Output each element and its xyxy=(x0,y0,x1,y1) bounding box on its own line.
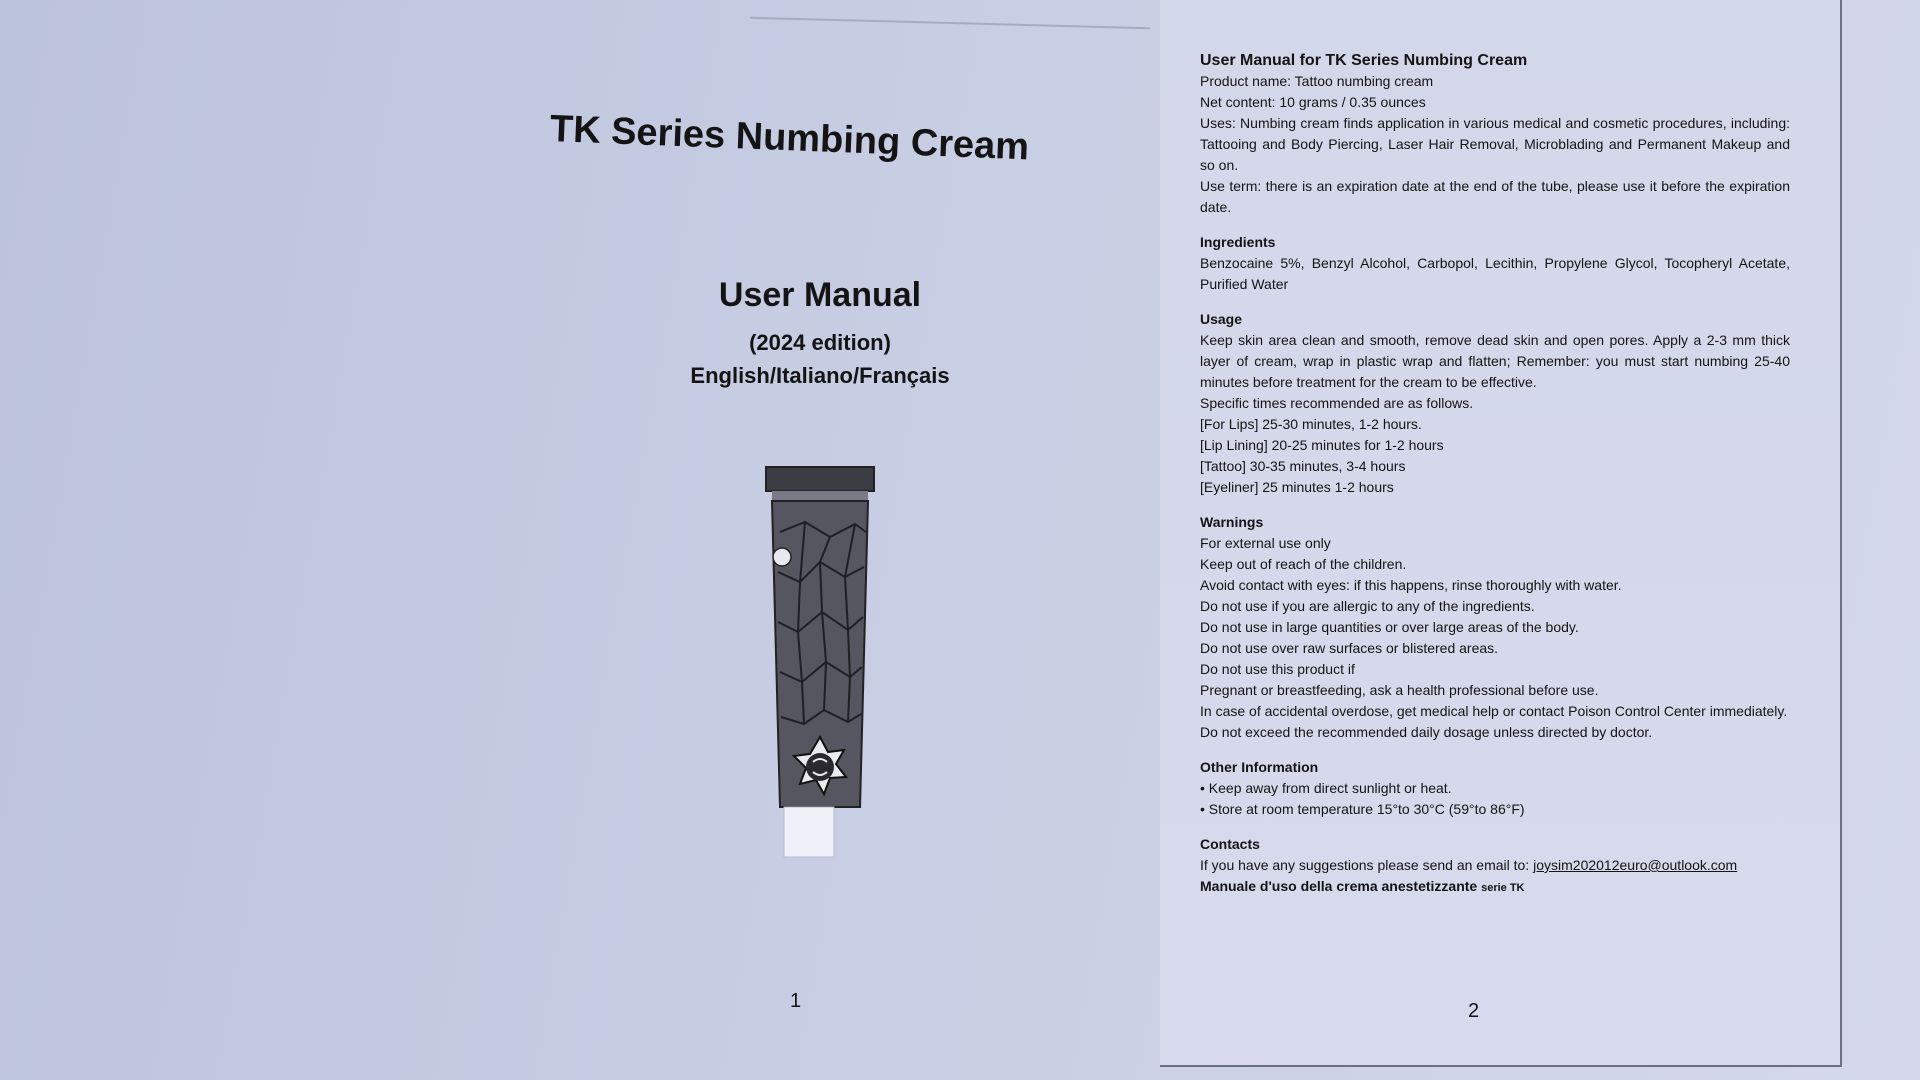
usage-text: Keep skin area clean and smooth, remove dead skin and open pores. Apply a 2-3 mm thick layer of cream, wrap in plastic wrap and flatten; Remember: you must start numbing 25-40 minutes before treatment for the cream to be effective. xyxy=(1200,332,1790,390)
right-page xyxy=(1160,0,1842,1067)
other-info-heading: Other Information xyxy=(1200,759,1319,775)
net-content: Net content: 10 grams / 0.35 ounces xyxy=(1200,94,1426,110)
warning-line: For external use only xyxy=(1200,535,1331,551)
usage-line: [For Lips] 25-30 minutes, 1-2 hours. xyxy=(1200,416,1422,432)
usage-line: [Eyeliner] 25 minutes 1-2 hours xyxy=(1200,479,1394,495)
usage-heading: Usage xyxy=(1200,311,1243,327)
other-info-item: • Keep away from direct sunlight or heat. xyxy=(1200,780,1452,796)
warning-line: Avoid contact with eyes: if this happens, rinse thoroughly with water. xyxy=(1200,577,1622,593)
contacts-prefix: If you have any suggestions please send an email to: xyxy=(1200,857,1530,873)
document-title: TK Series Numbing Cream xyxy=(549,108,1030,169)
usage-line: Specific times recommended are as follows. xyxy=(1200,395,1474,411)
manual-heading: User Manual for TK Series Numbing Cream xyxy=(1200,52,1528,69)
warning-line: Do not use over raw surfaces or blistered areas. xyxy=(1200,640,1499,656)
contacts-heading: Contacts xyxy=(1200,836,1260,852)
italian-series-text: serie TK xyxy=(1481,882,1525,894)
manual-content xyxy=(1200,50,1790,899)
edition-label: (2024 edition) xyxy=(749,330,891,355)
warning-line: Do not use this product if xyxy=(1200,661,1355,677)
warning-line: Do not use if you are allergic to any of the ingredients. xyxy=(1200,598,1535,614)
numbing-cream-tube-icon xyxy=(760,462,880,862)
languages-label: English/Italiano/Français xyxy=(690,363,950,388)
warning-line: Keep out of reach of the children. xyxy=(1200,556,1407,572)
warning-line: Pregnant or breastfeeding, ask a health professional before use. xyxy=(1200,682,1599,698)
use-term-text: Use term: there is an expiration date at the end of the tube, please use it before the expiration date. xyxy=(1200,178,1790,215)
page-number: 1 xyxy=(790,990,802,1012)
uses-text: Uses: Numbing cream finds application in various medical and cosmetic procedures, including: Tattooing and Body Piercing, Laser Hair Removal, Microblading and Permanent Makeup and so on. xyxy=(1200,115,1790,173)
other-info-item: • Store at room temperature 15°to 30°C (59°to 86°F) xyxy=(1200,801,1525,817)
ingredients-heading: Ingredients xyxy=(1200,234,1276,250)
contact-email-link[interactable]: joysim202012euro@outlook.com xyxy=(1533,857,1738,873)
product-name: Product name: Tattoo numbing cream xyxy=(1200,73,1434,89)
warning-line: In case of accidental overdose, get medical help or contact Poison Control Center immediately. xyxy=(1200,703,1788,719)
warning-line: Do not use in large quantities or over large areas of the body. xyxy=(1200,619,1579,635)
manual-title: User Manual xyxy=(718,276,922,314)
usage-line: [Tattoo] 30-35 minutes, 3-4 hours xyxy=(1200,458,1406,474)
ingredients-text: Benzocaine 5%, Benzyl Alcohol, Carbopol, Lecithin, Propylene Glycol, Tocopheryl Acetate, Purified Water xyxy=(1200,255,1790,292)
italian-manual-heading xyxy=(1200,876,1790,899)
italian-title-text: Manuale d'uso della crema anestetizzante xyxy=(1200,878,1478,894)
page-edge-line xyxy=(750,0,1150,29)
warnings-heading: Warnings xyxy=(1200,514,1264,530)
page-number: 2 xyxy=(1468,1000,1480,1022)
warning-line: Do not exceed the recommended daily dosage unless directed by doctor. xyxy=(1200,724,1653,740)
usage-line: [Lip Lining] 20-25 minutes for 1-2 hours xyxy=(1200,437,1444,453)
contacts-line xyxy=(1200,855,1790,876)
